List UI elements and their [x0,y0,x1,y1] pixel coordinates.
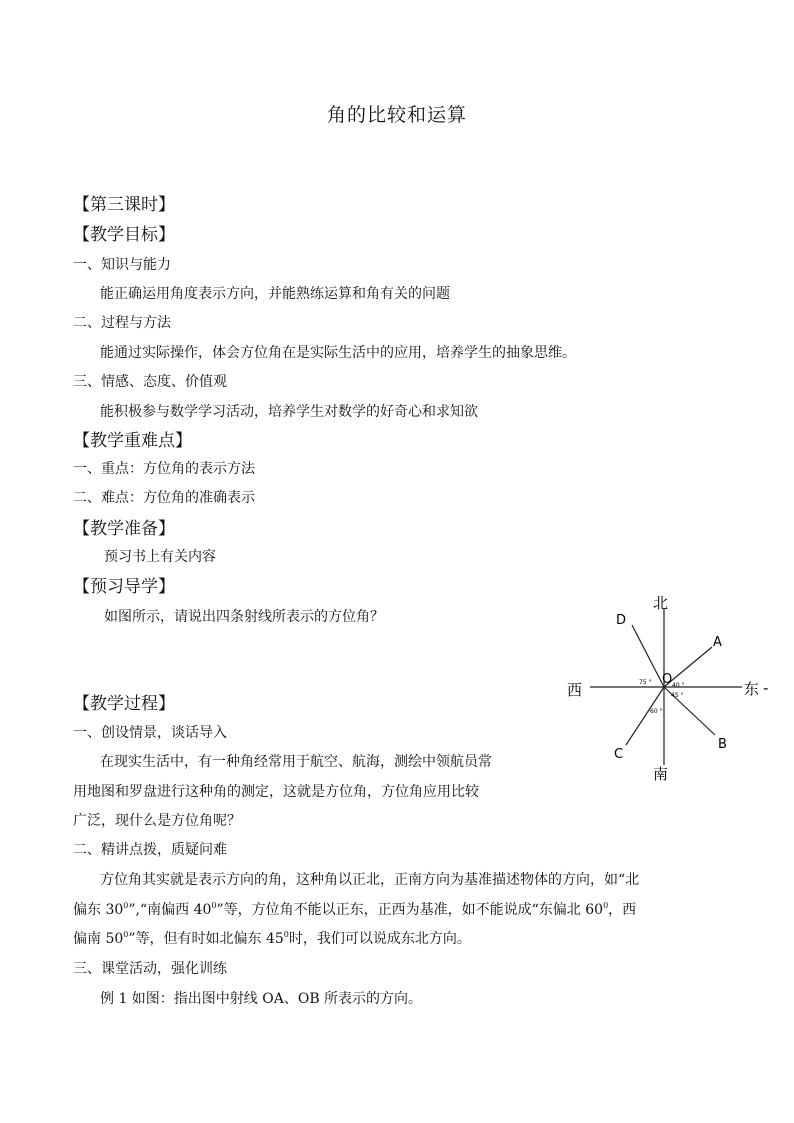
objective-2-title: 二、过程与方法 [73,315,171,331]
objective-3-text: 能积极参与数学学习活动，培养学生对数学的好奇心和求知欲 [100,404,478,420]
step-3-title: 三、课堂活动，强化训练 [73,961,227,977]
angle-40-label: 40 ° [672,682,685,689]
objective-3-title: 三、情感、态度、价值观 [73,374,227,390]
key-point: 一、重点：方位角的表示方法 [73,461,255,477]
angle-60-label: 60 ° [650,708,663,715]
step-2-line-1: 方位角其实就是表示方向的角，这种角以正北，正南方向为基准描述物体的方向，如“北 [100,872,640,888]
direction-diagram [560,585,780,790]
text-north-east-45: ”等，但有时如北偏东 45 [128,931,284,947]
south-label: 南 [653,765,669,783]
degree-sup: 0 [603,901,609,910]
preparation-text: 预习书上有关内容 [104,549,216,565]
example-1: 例 1 如图：指出图中射线 OA、OB 所表示的方向。 [100,991,423,1007]
lesson-label: 【第三课时】 [73,195,175,215]
degree-sup: 0 [283,930,289,939]
text-west-south-50: 偏南 50 [73,931,124,947]
ray-od [632,625,664,687]
ray-d-label: D [616,613,627,628]
key-points-heading: 【教学重难点】 [73,431,192,451]
text-north-east-30: 偏东 30 [73,902,124,918]
step-1-line-2: 用地图和罗盘进行这种角的测定，这就是方位角，方位角应用比较 [73,784,479,800]
objectives-heading: 【教学目标】 [73,225,175,245]
text-west: ，西 [608,902,637,918]
text-east-north-60: ”等，方位角不能以正东，正西为基准，如不能说成“东偏北 60 [216,902,604,918]
objective-1-text: 能正确运用角度表示方向，并能熟练运算和角有关的问题 [100,286,450,302]
angle-45-label: 45 ° [671,692,684,699]
step-1-line-3: 广泛，现什么是方位角呢？ [73,813,241,829]
step-1-title: 一、创设情景，谈话导入 [73,725,227,741]
text-south-west-40: ”,“南偏西 40 [128,902,212,918]
degree-sup: 0 [123,901,129,910]
page-title: 角的比较和运算 [326,104,467,126]
step-2-line-2 [73,899,636,919]
preview-heading: 【预习导学】 [73,577,175,597]
degree-sup: 0 [211,901,217,910]
text-northeast-direction: 时，我们可以说成东北方向。 [288,931,471,947]
step-2-title: 二、精讲点拨，质疑问难 [73,842,227,858]
step-2-line-3 [73,928,471,948]
step-1-line-1: 在现实生活中，有一种角经常用于航空、航海，测绘中领航员常 [100,754,492,770]
difficult-point: 二、难点：方位角的准确表示 [73,490,255,506]
ray-oc [626,687,664,745]
ray-b-label: B [718,737,727,752]
ray-a-label: A [713,635,722,650]
east-dash: - [763,679,769,697]
preview-text: 如图所示，请说出四条射线所表示的方位角？ [104,609,384,625]
west-label: 西 [567,681,583,699]
origin-label: O [662,672,673,687]
degree-sup: 0 [123,930,129,939]
preparation-heading: 【教学准备】 [73,519,175,539]
process-heading: 【教学过程】 [73,694,175,714]
objective-2-text: 能通过实际操作，体会方位角在是实际生活中的应用，培养学生的抽象思维。 [100,345,576,361]
east-label: 东 [744,680,760,698]
angle-75-label: 75 ° [639,679,652,686]
objective-1-title: 一、知识与能力 [73,257,171,273]
north-label: 北 [653,594,669,612]
ray-c-label: C [614,747,624,762]
